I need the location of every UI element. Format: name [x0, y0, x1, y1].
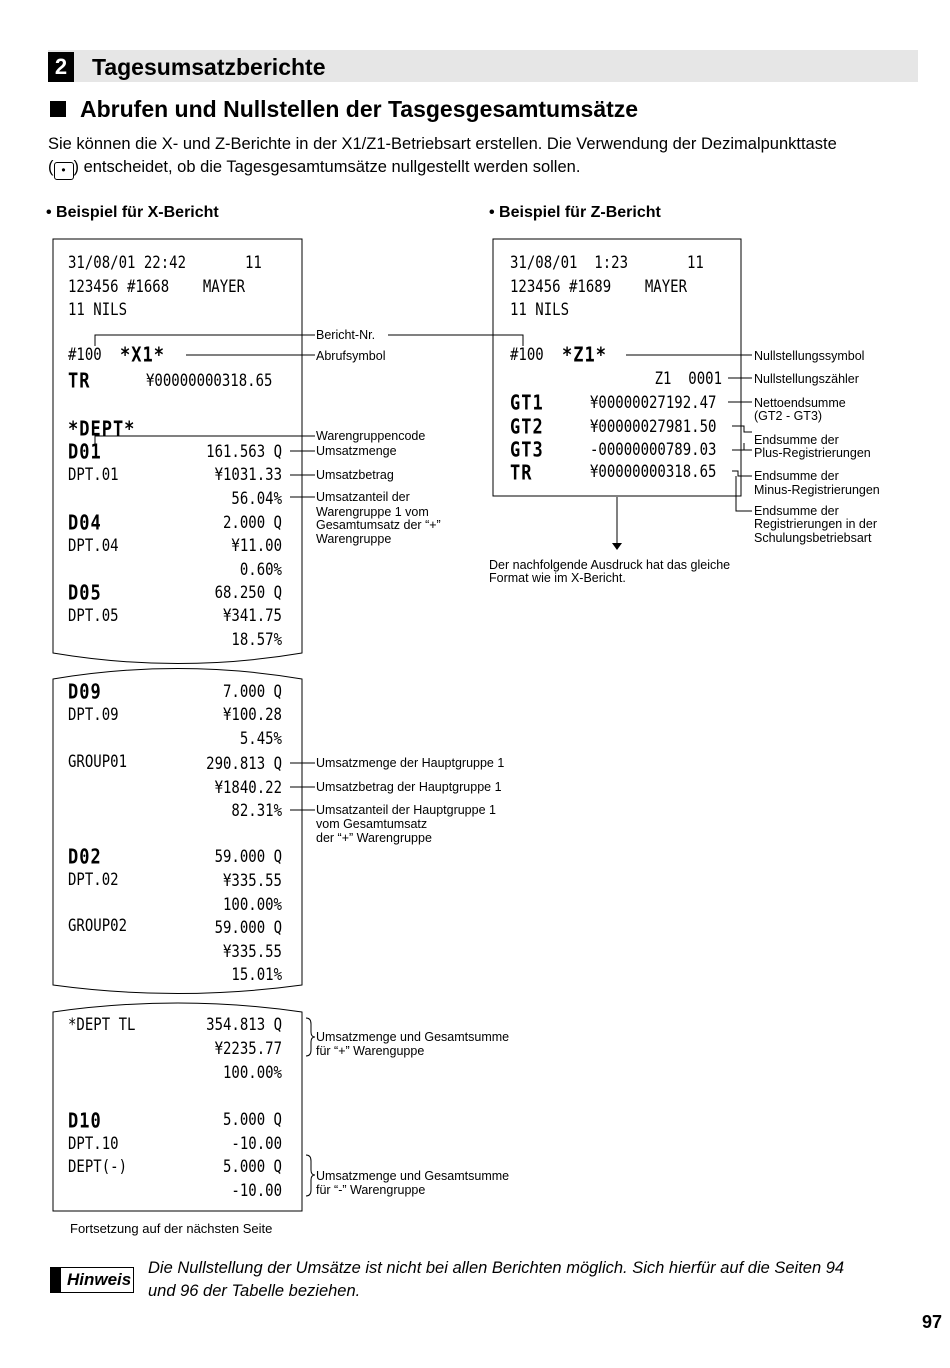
- label-reset-symbol: Nullstellungssymbol: [754, 349, 865, 363]
- x-dpt09-amount: ¥100.28: [222, 706, 282, 725]
- decimal-key-icon: •: [54, 162, 74, 180]
- label-minus-total-1: Umsatzmenge und Gesamtsumme: [316, 1169, 510, 1183]
- label-share-2: Warengruppe 1 vom: [316, 505, 429, 519]
- x-tr-value: ¥00000000318.65: [146, 372, 273, 391]
- x-d10-code: D10: [68, 1110, 102, 1134]
- hinweis-line-2: und 96 der Tabelle beziehen.: [148, 1282, 361, 1300]
- z-note-2: Format wie im X-Bericht.: [489, 571, 626, 585]
- x-retrieve-symbol: *X1*: [120, 344, 165, 368]
- x-group02-percent: 15.01%: [231, 966, 282, 985]
- hinweis-badge: [50, 1267, 134, 1293]
- x-d02-qty: 59.000 Q: [214, 848, 282, 867]
- x-dpt09-label: DPT.09: [68, 706, 119, 725]
- hinweis-bar-icon: [51, 1268, 61, 1292]
- x-group01-qty: 290.813 Q: [206, 755, 282, 774]
- x-depttl-amount: ¥2235.77: [214, 1040, 282, 1059]
- x-deptminus-label: DEPT(-): [68, 1158, 128, 1177]
- x-d02-code: D02: [68, 846, 102, 870]
- z-header-line-3: 11 NILS: [510, 301, 570, 320]
- x-tr-label: TR: [68, 370, 91, 394]
- x-dpt10-label: DPT.10: [68, 1135, 119, 1154]
- x-dpt02-amount: ¥335.55: [222, 872, 282, 891]
- x-dpt04-amount: ¥11.00: [231, 537, 282, 556]
- x-dpt02-label: DPT.02: [68, 871, 119, 890]
- label-group-share-3: der “+” Warengruppe: [316, 831, 432, 845]
- label-minus-total-2: für “-” Warengruppe: [316, 1183, 426, 1197]
- continued-note: Fortsetzung auf der nächsten Seite: [70, 1221, 273, 1236]
- x-d05-qty: 68.250 Q: [214, 584, 282, 603]
- x-d01-qty: 161.563 Q: [206, 443, 282, 462]
- x-dpt09-percent: 5.45%: [239, 730, 282, 749]
- x-header-line-2: 123456 #1668 MAYER: [68, 278, 246, 297]
- x-header-line-3: 11 NILS: [68, 301, 128, 320]
- x-dept-symbol: *DEPT*: [68, 418, 136, 442]
- x-d04-code: D04: [68, 512, 102, 536]
- label-share-4: Warengruppe: [316, 532, 392, 546]
- x-dpt01-label: DPT.01: [68, 466, 119, 485]
- x-dpt04-percent: 0.60%: [239, 561, 282, 580]
- label-net-total-1: Nettoendsumme: [754, 396, 846, 410]
- x-group01-label: GROUP01: [68, 753, 128, 772]
- z-gt1-value: ¥00000027192.47: [590, 394, 717, 413]
- x-depttl-label: *DEPT TL: [68, 1016, 136, 1035]
- x-d09-qty: 7.000 Q: [222, 683, 282, 702]
- label-plus-total-2: für “+” Warenguppe: [316, 1044, 425, 1058]
- label-plus-total-1: Umsatzmenge und Gesamtsumme: [316, 1030, 510, 1044]
- x-group01-percent: 82.31%: [231, 802, 282, 821]
- x-report-title: • Beispiel für X-Bericht: [46, 204, 219, 221]
- z-gt2-value: ¥00000027981.50: [590, 418, 717, 437]
- x-d10-qty: 5.000 Q: [222, 1111, 282, 1130]
- section-number: 2: [48, 52, 74, 82]
- x-dpt01-amount: ¥1031.33: [214, 466, 282, 485]
- x-depttl-percent: 100.00%: [222, 1064, 282, 1083]
- x-dpt02-percent: 100.00%: [222, 896, 282, 915]
- x-report-number: #100: [68, 346, 102, 365]
- x-header-line-1: 31/08/01 22:42 11: [68, 254, 262, 273]
- x-group02-qty: 59.000 Q: [214, 919, 282, 938]
- label-report-no: Bericht-Nr.: [316, 328, 376, 342]
- label-reset-counter: Nullstellungszähler: [754, 372, 859, 386]
- label-share-3: Gesamtumsatz der “+”: [316, 518, 441, 532]
- intro-line-1: Sie können die X- und Z-Berichte in der X1/Z1-Betriebsart erstellen. Die Verwendung der Dezimalpunkttaste: [48, 135, 837, 153]
- x-group02-label: GROUP02: [68, 917, 128, 936]
- label-minus-reg-1: Endsumme der: [754, 469, 839, 483]
- label-sales-amount: Umsatzbetrag: [316, 468, 394, 482]
- page-heading: Abrufen und Nullstellen der Tasgesgesamtumsätze: [80, 96, 639, 122]
- paren-open: (: [48, 158, 54, 176]
- label-training-1: Endsumme der: [754, 504, 839, 518]
- section-title: Tagesumsatzberichte: [92, 54, 326, 80]
- label-group-qty: Umsatzmenge der Hauptgruppe 1: [316, 756, 505, 770]
- label-plus-reg-2: Plus-Registrierungen: [754, 446, 871, 460]
- x-depttl-qty: 354.813 Q: [206, 1016, 282, 1035]
- down-arrow-icon: [612, 543, 622, 550]
- x-d05-code: D05: [68, 582, 102, 606]
- z-gt3-value: -00000000789.03: [590, 441, 717, 460]
- z-tr-label: TR: [510, 462, 533, 486]
- z-reset-symbol: *Z1*: [562, 344, 607, 368]
- x-group02-amount: ¥335.55: [222, 943, 282, 962]
- z-gt1-label: GT1: [510, 392, 544, 416]
- x-d09-code: D09: [68, 681, 102, 705]
- label-minus-reg-2: Minus-Registrierungen: [754, 483, 880, 497]
- label-net-total-2: (GT2 - GT3): [754, 409, 823, 423]
- label-share-1: Umsatzanteil der: [316, 490, 410, 504]
- label-training-3: Schulungsbetriebsart: [754, 531, 872, 545]
- x-deptminus-qty: 5.000 Q: [222, 1158, 282, 1177]
- x-dpt10-amount: -10.00: [231, 1135, 282, 1154]
- label-plus-reg-1: Endsumme der: [754, 433, 839, 447]
- x-d04-qty: 2.000 Q: [222, 514, 282, 533]
- x-deptminus-amount: -10.00: [231, 1182, 282, 1201]
- z-gt3-label: GT3: [510, 439, 544, 463]
- z-report-title: • Beispiel für Z-Bericht: [489, 204, 661, 221]
- x-group01-amount: ¥1840.22: [214, 779, 282, 798]
- z-report-number: #100: [510, 346, 544, 365]
- x-dpt04-label: DPT.04: [68, 537, 119, 556]
- x-d01-code: D01: [68, 441, 102, 465]
- z-reset-counter: Z1 0001: [654, 370, 722, 389]
- hinweis-line-1: Die Nullstellung der Umsätze ist nicht bei allen Berichten möglich. Sich hierfür auf die Seiten 94: [148, 1259, 845, 1277]
- z-gt2-label: GT2: [510, 416, 544, 440]
- x-dpt01-percent: 56.04%: [231, 490, 282, 509]
- z-tr-value: ¥00000000318.65: [590, 463, 717, 482]
- label-group-share-2: vom Gesamtumsatz: [316, 817, 428, 831]
- label-dept-code: Warengruppencode: [316, 429, 426, 443]
- label-retrieve-symbol: Abrufsymbol: [316, 349, 386, 363]
- label-sales-qty: Umsatzmenge: [316, 444, 397, 458]
- intro-line-2-text: ) entscheidet, ob die Tagesgesamtumsätze nullgestellt werden sollen.: [73, 158, 581, 176]
- x-dpt05-amount: ¥341.75: [222, 607, 282, 626]
- z-note-1: Der nachfolgende Ausdruck hat das gleiche: [489, 558, 731, 572]
- label-group-amount: Umsatzbetrag der Hauptgruppe 1: [316, 780, 502, 794]
- z-header-line-2: 123456 #1689 MAYER: [510, 278, 688, 297]
- hinweis-text: [148, 1257, 908, 1303]
- z-header-line-1: 31/08/01 1:23 11: [510, 254, 704, 273]
- label-group-share-1: Umsatzanteil der Hauptgruppe 1: [316, 803, 496, 817]
- page-number: 97: [921, 1312, 942, 1332]
- x-dpt05-label: DPT.05: [68, 607, 119, 626]
- hinweis-label: Hinweis: [67, 1270, 132, 1289]
- label-training-2: Registrierungen in der: [754, 517, 877, 531]
- x-dpt05-percent: 18.57%: [231, 631, 282, 650]
